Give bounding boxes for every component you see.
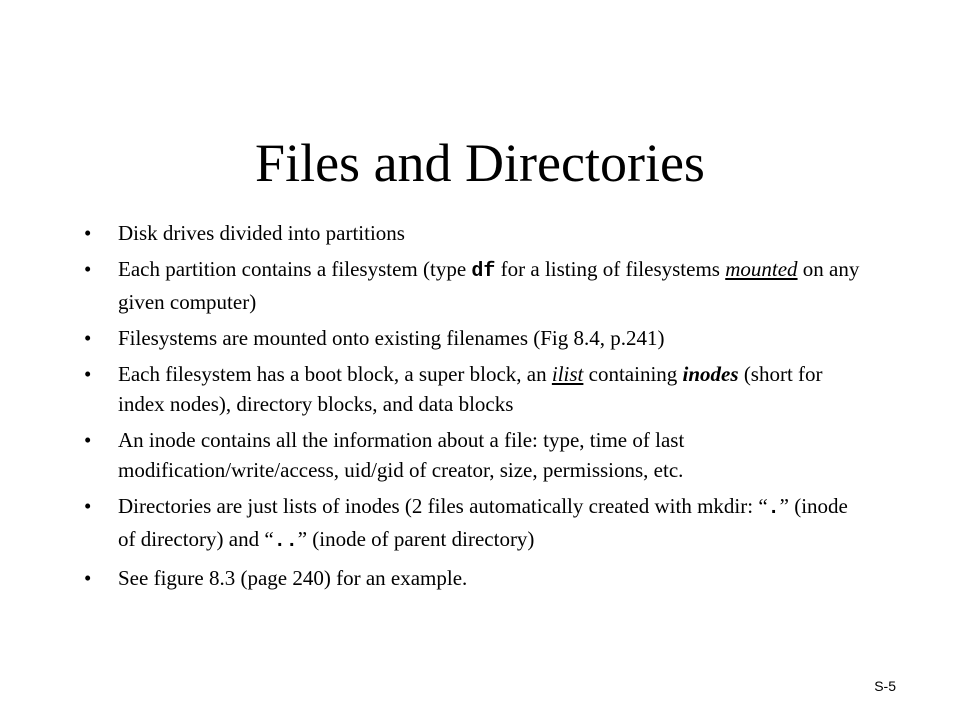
bullet-item-directories [84, 491, 864, 557]
bullet-text-segment: containing [583, 362, 683, 386]
bullet-marker: • [84, 362, 92, 386]
emphasis-mounted: mounted [725, 257, 798, 281]
code-dot: . [767, 497, 780, 520]
slide-number: S-5 [874, 678, 896, 694]
bullet-item-figure-ref [84, 563, 864, 593]
bullet-text: An inode contains all the information about a file: type, time of last modification/write/access, uid/gid of creator, size, permissions, etc. [118, 428, 685, 482]
bullet-marker: • [84, 566, 92, 590]
bullet-text-segment: on any given computer) [118, 257, 860, 314]
bullet-item-partitions [84, 218, 864, 248]
bullet-marker: • [84, 221, 92, 245]
bullet-marker: • [84, 257, 92, 281]
bullet-text: Filesystems are mounted onto existing filenames (Fig 8.4, p.241) [118, 326, 665, 350]
bullet-text-segment: (short for index nodes), directory blocks, and data blocks [118, 362, 823, 416]
bullet-marker: • [84, 326, 92, 350]
bullet-text: See figure 8.3 (page 240) for an example. [118, 566, 468, 590]
strong-inodes: inodes [682, 362, 739, 386]
bullet-text-segment: for a listing of filesystems [495, 257, 726, 281]
bullet-text: Disk drives divided into partitions [118, 221, 405, 245]
bullet-marker: • [84, 428, 92, 452]
bullet-item-filesystem [84, 254, 864, 317]
code-df: df [471, 260, 496, 283]
bullet-text-segment: ” (inode of directory) and “ [118, 494, 848, 551]
bullet-marker: • [84, 494, 92, 518]
emphasis-ilist: ilist [551, 362, 584, 386]
bullet-text-segment: Each filesystem has a boot block, a super block, an [118, 362, 552, 386]
code-dotdot: .. [273, 530, 298, 553]
bullet-item-blocks [84, 359, 864, 419]
bullet-text-segment: ” (inode of parent directory) [297, 527, 535, 551]
bullet-item-mounting [84, 323, 864, 353]
bullet-text-segment: Each partition contains a filesystem (type [118, 257, 472, 281]
bullet-list [84, 218, 864, 599]
bullet-item-inode-info [84, 425, 864, 485]
bullet-text-segment: Directories are just lists of inodes (2 files automatically created with mkdir: “ [118, 494, 768, 518]
slide-title: Files and Directories [255, 133, 705, 194]
